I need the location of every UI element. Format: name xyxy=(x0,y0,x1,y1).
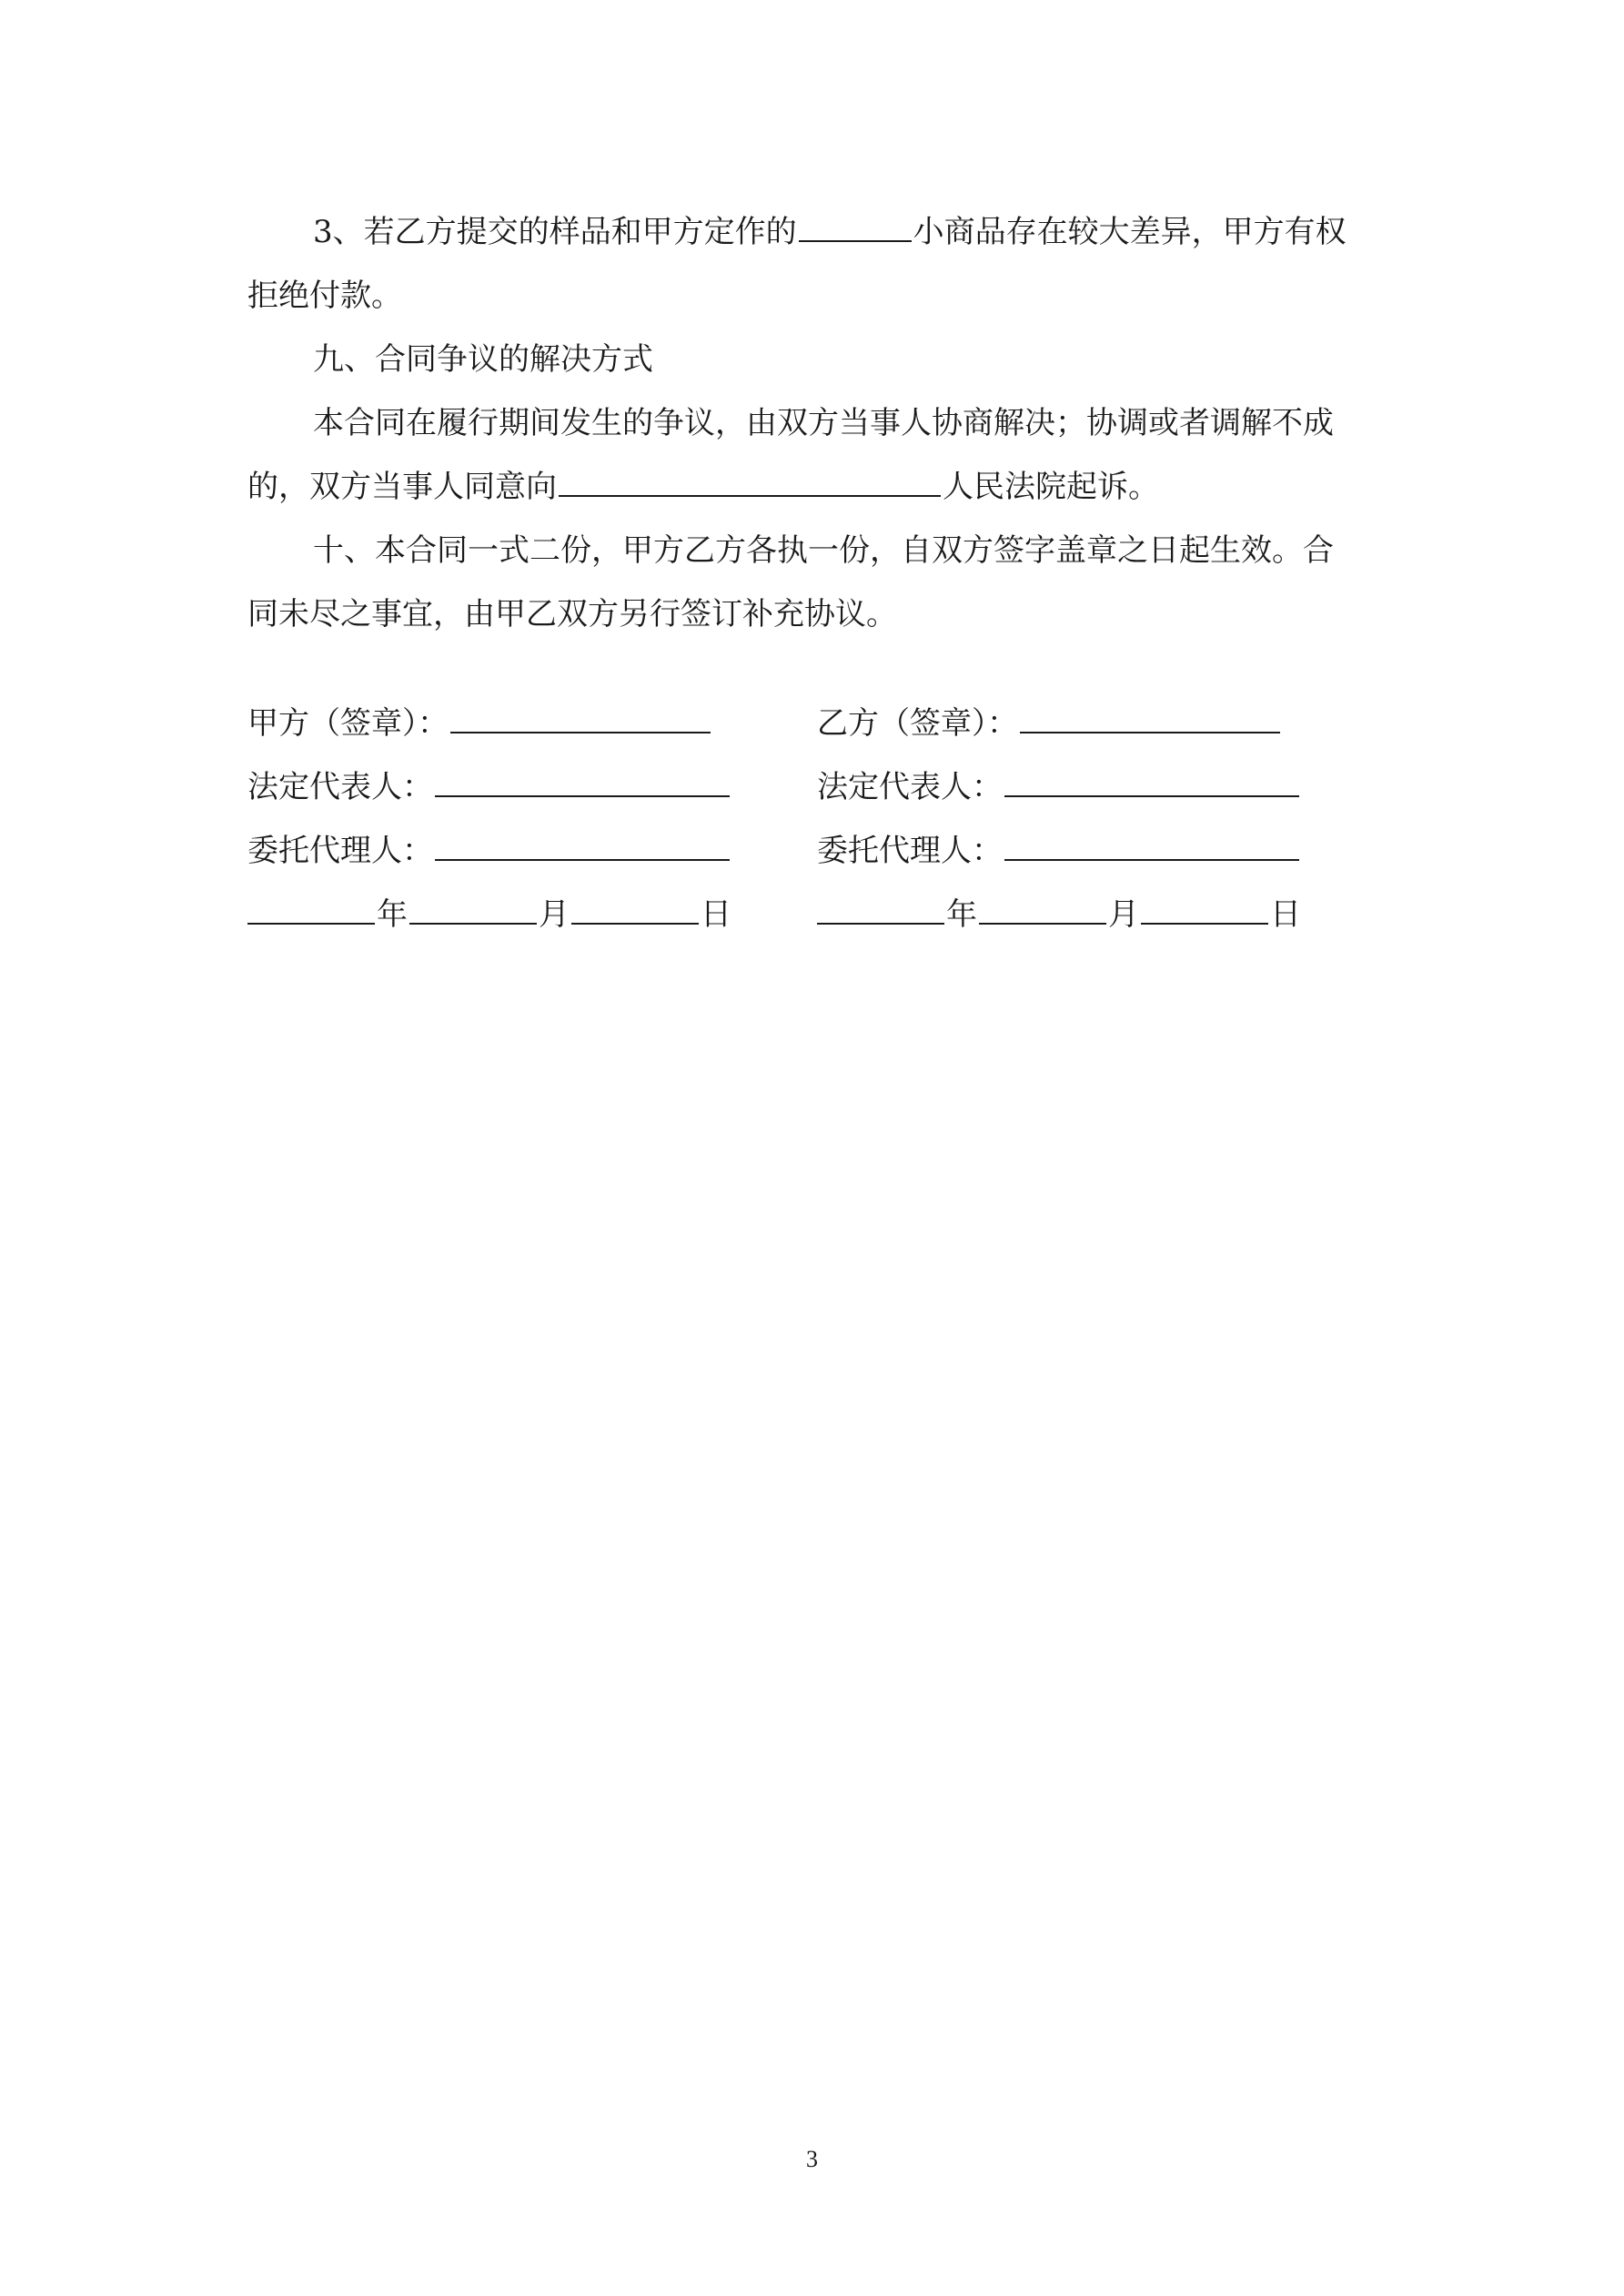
party-a-legal-rep-row xyxy=(247,764,731,810)
party-a-day-blank[interactable] xyxy=(571,892,699,925)
party-a-agent-blank[interactable] xyxy=(435,828,730,861)
party-a-year-blank[interactable] xyxy=(247,892,375,925)
party-b-year-label: 年 xyxy=(946,896,977,933)
party-a-date-row xyxy=(247,892,731,937)
clause-9-line-2 xyxy=(247,464,1159,510)
clause-9-suffix: 人民法院起诉。 xyxy=(943,469,1159,505)
party-a-month-label: 月 xyxy=(539,896,570,933)
clause-10-line-2: 同未尽之事宜，由甲乙双方另行签订补充协议。 xyxy=(247,596,897,632)
clause-10-line-1: 十、本合同一式二份，甲方乙方各执一份，自双方签字盖章之日起生效。合 xyxy=(313,532,1334,569)
party-b-month-blank[interactable] xyxy=(979,892,1106,925)
party-b-legal-rep-label: 法定代表人： xyxy=(817,769,1003,805)
party-b-legal-rep-blank[interactable] xyxy=(1004,764,1299,797)
party-b-day-label: 日 xyxy=(1270,896,1301,933)
court-blank[interactable] xyxy=(559,464,941,497)
party-b-agent-label: 委托代理人： xyxy=(817,833,1003,869)
clause-3-suffix: 小商品存在较大差异，甲方有权 xyxy=(913,214,1347,250)
party-b-agent-row xyxy=(817,828,1301,874)
party-a-month-blank[interactable] xyxy=(409,892,537,925)
party-a-year-label: 年 xyxy=(377,896,408,933)
party-b-day-blank[interactable] xyxy=(1141,892,1268,925)
party-a-legal-rep-blank[interactable] xyxy=(435,764,730,797)
party-a-legal-rep-label: 法定代表人： xyxy=(247,769,433,805)
party-b-month-label: 月 xyxy=(1108,896,1139,933)
clause-9-heading: 九、合同争议的解决方式 xyxy=(313,341,653,378)
clause-9-prefix: 的，双方当事人同意向 xyxy=(247,469,557,505)
clause-3-prefix: 3、若乙方提交的样品和甲方定作的 xyxy=(313,214,797,250)
product-blank[interactable] xyxy=(799,209,912,242)
clause-3-line-2: 拒绝付款。 xyxy=(247,278,402,314)
page-number: 3 xyxy=(806,2146,818,2172)
party-a-agent-row xyxy=(247,828,731,874)
party-b-sign-row xyxy=(817,701,1282,746)
party-a-day-label: 日 xyxy=(701,896,731,933)
party-b-date-row xyxy=(817,892,1301,937)
clause-3-line-1 xyxy=(313,209,1347,255)
party-b-legal-rep-row xyxy=(817,764,1301,810)
party-a-sign-row xyxy=(247,701,712,746)
party-b-label: 乙方（签章）： xyxy=(817,705,1018,742)
party-b-sign-blank[interactable] xyxy=(1020,701,1280,733)
clause-9-line-1: 本合同在履行期间发生的争议，由双方当事人协商解决；协调或者调解不成 xyxy=(313,405,1334,441)
party-b-agent-blank[interactable] xyxy=(1004,828,1299,861)
party-b-year-blank[interactable] xyxy=(817,892,944,925)
party-a-sign-blank[interactable] xyxy=(450,701,711,733)
party-a-label: 甲方（签章）： xyxy=(247,705,449,742)
party-a-agent-label: 委托代理人： xyxy=(247,833,433,869)
